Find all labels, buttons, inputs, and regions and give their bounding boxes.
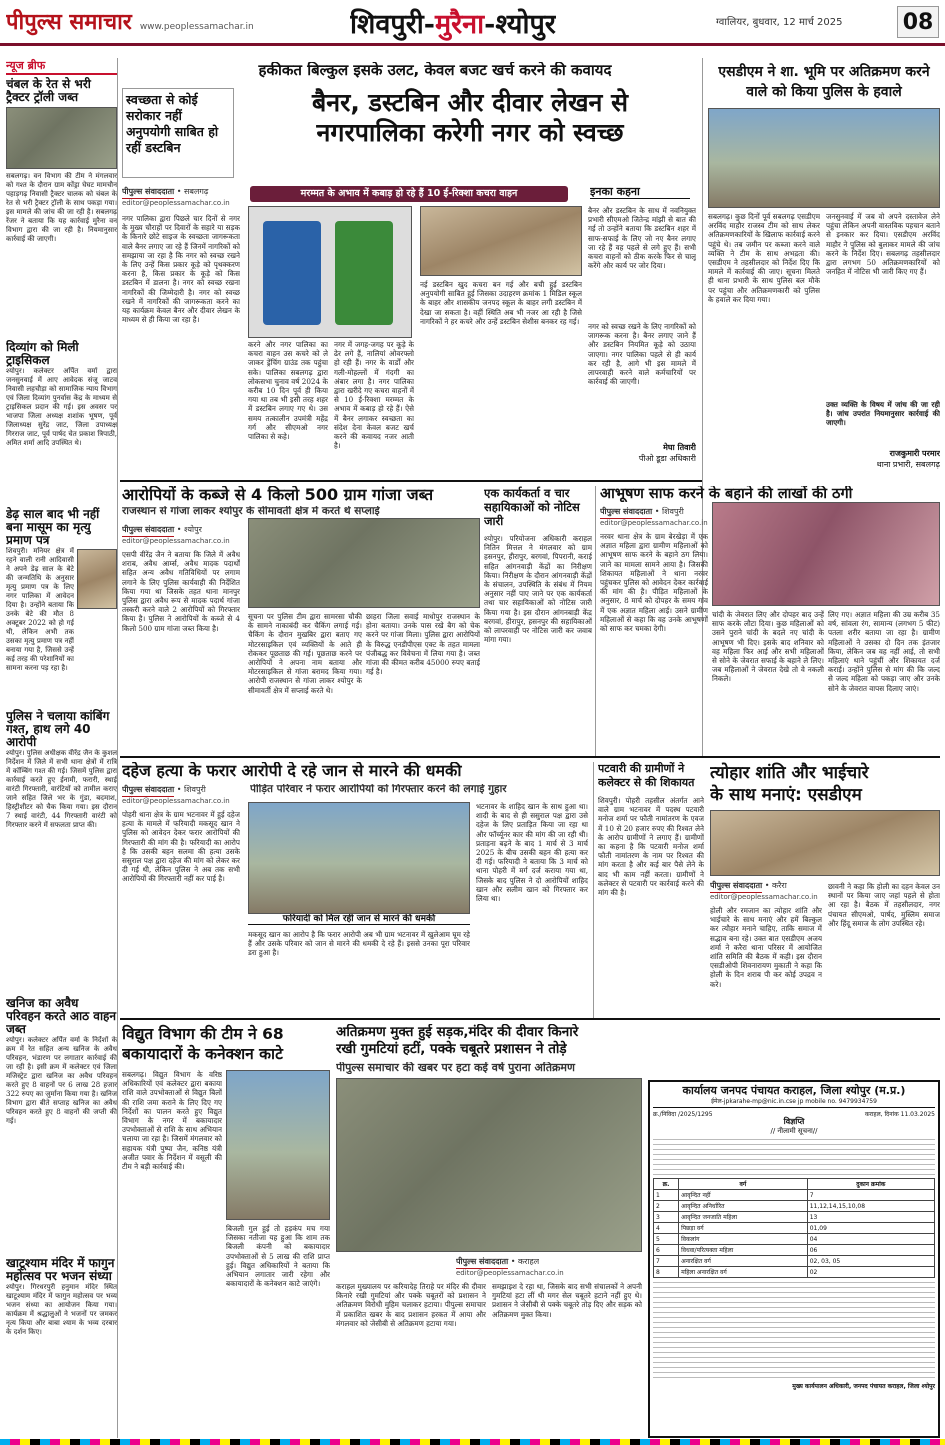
table-cell: आवृन्दित अनिर्धारित <box>679 1201 808 1212</box>
table-cell: 5 <box>654 1234 679 1245</box>
tender-signature: मुख्य कार्यपालन अधिकारी, जनपद पंचायत कराहल, जिला श्योपुर <box>792 1383 935 1391</box>
ganja-subhead: राजस्थान से गांजा लाकर श्योपुर के सीमावर्ती क्षेत्र में करते थे सप्लाई <box>122 506 380 517</box>
ganja-byline: पीपुल्स संवाददाता • श्योपुर <box>122 524 202 537</box>
encroach-text-2: समझाइश दे रहा था, जिसके बाद सभी संचालकों ने अपनी गुमटियां हटा लीं थी मगर सेल चबूतरे हटाने नहीं हुए थे। प्रशासन ने जेसीबी से पक्के चबूतरे तोड़ दिए और सड़क को अतिक्रमण मुक्त किया। <box>492 1282 642 1319</box>
lead-column-4: नई डस्टबिन खुद कचरा बन गई और बची हुई डस्टबिन अनुपयोगी साबित हुई जिसका उदाहरण क्रमांक 1 मिडिल स्कूल के बाहर और शासकीय जनपद स्कूल के बाहर लगी डस्टबिन में देखा जा सकता है। वहीं स्थिति अब भी नजर आ रही है जिसे नागरिकों ने हर कचरे और उन्हें डस्टबिन सेशीस बनकर रह गई। <box>420 280 582 326</box>
table-cell: 02, 03, 05 <box>807 1256 934 1267</box>
divider <box>120 756 940 758</box>
electric-text-2: बिजली गुल हुई तो हड़कंप मच गया जिसका नतीजा यह हुआ कि शाम तक बिजली कंपनी को बकायादार उपभोक्ताओं से 5 लाख की राशि प्राप्त हुई। विद्युत अधिकारियों ने बताया कि अभियान लगातार जारी रहेगा और बकायादारों के कनेक्शन काटे जाएंगे। <box>226 1224 330 1289</box>
lead-column-2: करने और नगर पालिका का कचरा वाहन उस कचरे को ले जाकर ड्रेंचिंग ग्राउंड तक पहुंचा सके। पालिका सबलगढ़ द्वारा लोकसभा चुनाव वर्ष 2024 के करीब 10 दिन पूर्व ही किया गया था तब भी इसी तरह शहर में डस्टबिन लगाए गए थे। उस समय तत्कालीन उपमंत्री महेंद्र गर्ग और सीएमओ नगर पालिका से कहे। <box>248 340 328 442</box>
meeting-photo <box>710 810 940 876</box>
ganja-text: एसपी वीरेंद्र जैन ने बताया कि जिले में अवैध शराब, अवैध आर्म्स, अवैध मादक पदार्थों सहित अन्य अवैध गतिविधियों पर लगाम लगाने के लिए पुलिस कार्यवाही की निर्देशित किया गया था जिसके तहत थाना मानपुर पुलिस द्वारा अवैध रूप से मादक पदार्थ गांजा तस्करी करने वाले 2 आरोपियों को गिरफ्तार किया है। पुलिस ने आरोपियों के कब्जे से 4 किलो 500 ग्राम गांजा जब्त किया है। <box>122 550 240 633</box>
ganja-text-2: सूचना पर पुलिस टीम द्वारा सामरसा चौकी के सामने नाकाबंदी कर चैकिंग लगाई गई। चैकिंग के दौरान मुखबिर द्वारा बताए गए मोटरसाइकिल एवं व्यक्तियों के आते ही रोककर पूछताछ की गई। पूछताछ करने पर आरोपियों ने अपना नाम बताया और मोटरसाइकिल से गांजा बरामद किया गया। आरोपी राजस्थान से गांजा लाकर श्योपुर के सीमावर्ती क्षेत्र में सप्लाई करते थे। <box>248 612 362 695</box>
brief-headline: खाटूश्याम मंदिर में फागुन महोत्सव पर भजन संध्या <box>6 1256 115 1283</box>
patwari-text: शिवपुरी। पोहरी तहसील अंतर्गत आने वाले ग्राम भटनावर में पदस्थ पटवारी मनोज शर्मा पर फौती नामांतरण के एवज में 10 से 20 हजार रुपए की रिश्वत लेने के आरोप ग्रामीणों ने लगाए हैं। ग्रामीणों का कहना है कि पटवारी मनोज शर्मा फौती नामांतरण के नाम पर रिश्वत की मांग करता है और कई बार पैसे लेने के बाद भी काम नहीं करता। ग्रामीणों ने कलेक्टर से पटवारी पर कार्रवाई करने की मांग की है। <box>598 796 704 898</box>
electric-headline: विद्युत विभाग की टीम ने 68 बकायादारों के कनेक्शन काटे <box>122 1025 284 1063</box>
green-dustbin-icon <box>335 221 393 325</box>
brief-text: श्योपुर। पुलिस अधीक्षक वीरेंद्र जैन के कुशल निर्देशन में जिले में सभी थाना क्षेत्रों में रात्रि में कॉम्बिंग गश्त की गई। जिसमें पुलिस द्वारा कार्रवाई करते हुए ईनामी, फरारी, स्थाई वारंटी गिरफ्तारी, वारंटियों को तामील कराए जाने सहित जिले भर के गुंडा, बदमाश, हिस्ट्रीशीटर को चैक किया गया। इस दौरान 7 स्थाई वारंटी, 44 गिरफ्तारी वारंटी को गिरफ्तार करने में सफलता प्राप्त की। <box>6 749 117 829</box>
table-cell: 2 <box>654 1201 679 1212</box>
encroach-headline: अतिक्रमण मुक्त हुई सड़क,मंदिर की दीवार किनारे रखी गुमटियां हटीं, पक्के चबूतरे प्रशासन ने तोड़े <box>336 1024 579 1057</box>
table-cell: विधवा/परित्यक्ता महिला <box>679 1245 808 1256</box>
side-quote-box <box>122 88 234 178</box>
brief-text: शिवपुरी। मनियर क्षेत्र में रहने वाली रानी आदिवासी ने अपने डेढ़ साल के बेटे की जन्मतिथि के अनुसार मृत्यु प्रमाण पत्र के लिए नगर पालिका में आवेदन दिया है। उन्होंने बताया कि उनके बेटे की मौत 8 अक्टूबर 2022 को हो गई थी, लेकिन अभी तक उसका मृत्यु प्रमाण पत्र नहीं बनाया गया है, जिससे उन्हें कई तरह की परेशानियों का सामना करना पड़ रहा है। <box>6 547 74 672</box>
column-rule <box>595 486 596 756</box>
tender-contact: ईमेल-jpkarahe-mp@nic.in.cse jp mobile no. 9479934759 <box>653 1097 935 1108</box>
brief-text: श्योपुर। कलेक्टर अर्पित वर्मा द्वारा जनसुनवाई में आए आवेदक संजू जाटव निवासी लहचौड़ा को सामाजिक न्याय विभाग एवं जिला दिव्यांग पुनर्वास केंद्र के माध्यम से ट्राइसिकल प्रदान की गई। इस अवसर पर भाजपा जिला अध्यक्ष शशांक भूषण, पूर्व जिलाध्यक्ष सुरेंद्र जाट, जिला उपाध्यक्ष गिरराज जाट, पूर्व पार्षद चेत प्रकाश त्रिपाठी, अमित शर्मा आदि उपस्थित थे। <box>6 367 117 447</box>
newspaper-logo: पीपुल्स समाचार www.peoplessamachar.in <box>6 10 254 35</box>
column-rule <box>593 762 594 1018</box>
table-cell: 7 <box>654 1256 679 1267</box>
page-number: 08 <box>897 6 939 38</box>
brief-headline: खनिज का अवैध परिवहन करते आठ वाहन जब्त <box>6 996 117 1036</box>
table-cell: 6 <box>654 1245 679 1256</box>
lead-column-3: नगर में जगह-जगह पर कूड़े के ढेर लगे हैं, नालियां ओवरफ्लो हो रही हैं। नगर के वार्डों और गली-मोहल्लों में गंदगी का अंबार लगा है। नगर पालिका द्वारा खरीदे गए कचरा वाहनों में से 10 ई-रिक्शा मरम्मत के अभाव में कबाड़ हो रहे हैं। ऐसे में बैनर लगाकर स्वच्छता का संदेश देना केवल बजट खर्च करने की कवायद नजर आती है। <box>334 340 414 451</box>
divider <box>120 1018 940 1020</box>
side-quote: स्वच्छता से कोई सरोकार नहीं अनुपयोगी साबित हो रहीं डस्टबिन <box>126 92 219 155</box>
tender-title: विज्ञप्ति <box>783 1117 805 1127</box>
lead-subhead-bar: मरम्मत के अभाव में कबाड़ हो रहे हैं 10 ई-रिक्शा कचरा वाहन <box>250 186 568 202</box>
encroach-email: editor@peoplessamachar.co.in <box>456 1269 564 1277</box>
opinion-text: बैनर और डस्टबिन के साथ में नवनियुक्त प्रभारी सीएमओ जितेन्द्र मांझी से बात की गई तो उन्होंने बताया कि डस्टबिन शहर में साफ-सफाई के लिए जो नए बैनर लगाए जा रहे हैं वह पहले से लगे हुए हैं। सभी कचरा वाहनों को ठीक करके फिर से चालू करेंगे और कार्य पर जोर दिया। <box>588 206 696 271</box>
table-cell: 8 <box>654 1267 679 1278</box>
print-color-bar <box>0 1439 945 1445</box>
table-row <box>654 1245 935 1256</box>
jewel-text: नरवर थाना क्षेत्र के ग्राम बेरखेड़ा में एक अज्ञात महिला द्वारा ग्रामीण महिलाओं को आभूषण साफ करने के बहाने ठग लिया। जाने का मामला सामने आया है। जिसकी शिकायत महिलाओं ने थाना नरवर पहुंचकर पुलिस को आवेदन देकर कार्रवाई की मांग की है। पीड़ित महिलाओं के अनुसार, 8 मार्च को दोपहर के समय गांव में एक अज्ञात महिला आई। उसने ग्रामीण महिलाओं से कहा कि वह उनके आभूषणों को साफ कर चमका देगी। <box>600 532 708 634</box>
news-brief-label: न्यूज ब्रीफ <box>6 58 117 75</box>
tender-notice <box>648 1080 940 1438</box>
table-cell: 06 <box>807 1245 934 1256</box>
encroach-subhead: पीपुल्स समाचार की खबर पर हटा कई वर्ष पुराना अतिक्रमण <box>336 1062 575 1074</box>
tender-paragraph <box>653 1139 935 1175</box>
opinion-name: मेघा तिवारी पीओ डूडा अधिकारी <box>638 443 696 463</box>
brief-headline: डेढ़ साल बाद भी नहीं बना मासूम का मृत्यु प्रमाण पत्र <box>6 507 100 547</box>
sdm-text: सबलगढ़। कुछ दिनों पूर्व सबलगढ़ एसडीएम अरविंद माहौर राजस्व टीम को साथ लेकर अतिक्रमणकारियों के खिलाफ कार्रवाई करने पहुंचे थे। तब जमीन पर कब्जा करने वाले व्यक्ति ने टीम के साथ अभद्रता की। एसडीएम ने तहसीलदार को निर्देश दिए कि मामले में कार्रवाई की जाए। सूचना मिलते ही थाना प्रभारी के साथ पुलिस बल मौके पर पहुंचा और अतिक्रमणकारी को पुलिस के हवाले कर दिया गया। <box>708 212 820 304</box>
dowry-text: पोहरी थाना क्षेत्र के ग्राम भटनावर में हुई दहेज हत्या के मामले में फरियादी मकसूद खान ने पुलिस को आवेदन देकर फरार आरोपियों की गिरफ्तारी की मांग की है। फरियादी का आरोप है कि उसकी बहन सलमा की हत्या उसके ससुराल पक्ष द्वारा दहेज की मांग को लेकर कर दी गई थी, लेकिन पुलिस ने अब तक सभी आरोपियों की गिरफ्तारी नहीं कर पाई है। <box>122 810 240 884</box>
table-row <box>654 1223 935 1234</box>
table-row <box>654 1267 935 1278</box>
dustbin-photo <box>248 206 412 338</box>
table-cell: 01,09 <box>807 1223 934 1234</box>
e-rickshaw-photo <box>420 206 582 276</box>
brief-text: श्योपुर। गिरधरपुरी हनुमान मंदिर स्थित खाटूश्याम मंदिर में फागुन महोत्सव पर भव्य भजन संध्या का आयोजन किया गया। कार्यक्रम में श्रद्धालुओं ने भजनों पर जमकर नृत्य किया और बाबा श्याम के भव्य दरबार के दर्शन किए। <box>6 1283 117 1336</box>
table-cell: 13 <box>807 1212 934 1223</box>
table-cell: 1 <box>654 1190 679 1201</box>
lead-headline-line1: बैनर, डस्टबिन और दीवार लेखन से <box>311 88 629 117</box>
table-cell: विकलांग <box>679 1234 808 1245</box>
brief-text: सबलगढ़। वन विभाग की टीम ने मंगलवार को गश्त के दौरान ग्राम कोंड्रा घेघट मामचौन पहाड़गढ़ निवासी ट्रैक्टर चालक को चंबल के रेत से भरी ट्रैक्टर ट्रॉली के साथ पकड़ा गया। इस मामले की जांच की जा रही है। सबलगढ़ रेंजर ने बताया कि यह कार्रवाई मुरैना वन विभाग द्वारा की जा रही है। नियमानुसार कार्रवाई की जाएगी। <box>6 172 117 243</box>
lead-kicker: हकीकत बिल्कुल इसके उलट, केवल बजट खर्च करने की कवायद <box>258 62 612 79</box>
ganja-police-photo <box>248 518 480 608</box>
table-cell: 11,12,14,15,10,08 <box>807 1201 934 1212</box>
brief-headline: दिव्यांग को मिली ट्राइसिकल <box>6 340 79 367</box>
jewel-headline: आभूषण साफ करने के बहाने की लाखों की ठगी <box>600 486 853 502</box>
table-row <box>654 1212 935 1223</box>
table-cell: आवृन्दित नहीं <box>679 1190 808 1201</box>
lead-email: editor@peoplessamachar.co.in <box>122 199 230 207</box>
lead-byline: पीपुल्स संवाददाता • सबलगढ़ <box>122 186 240 199</box>
festival-text-2: छावनी ने कहा कि होली का दहन केवल उन स्थानों पर किया जाए जहां पहले से होता आ रहा है। बैठक में तहसीलदार, नगर पंचायत सीएमओ, पार्षद, मुस्लिम समाज और हिंदू समाज के लोग उपस्थित रहे। <box>828 882 940 928</box>
table-row <box>654 1256 935 1267</box>
tender-table: क्र. वर्ग दुकान क्रमांक 1 आवृन्दित नहीं 7 2 आवृन्दित अनिर्धारित 11,12,14,15,10,08 3 आवृन्दित जनजाति महिला 13 4 पिछड़ा वर्ग 01,09 5 विकलांग 04 6 विधवा/परित्यक्ता महिला 06 7 अनारक्षित वर्ग 02, 03, 05 8 महिला अनारक्षित वर्ग 02 <box>653 1178 935 1278</box>
blue-dustbin-icon <box>263 221 321 325</box>
child-photo <box>77 549 117 609</box>
ganja-headline: आरोपियों के कब्जे से 4 किलो 500 ग्राम गांजा जब्त <box>122 486 434 504</box>
dowry-email: editor@peoplessamachar.co.in <box>122 797 230 805</box>
table-cell: महिला अनारक्षित वर्ग <box>679 1267 808 1278</box>
news-brief-column <box>6 58 118 1438</box>
table-cell: अनारक्षित वर्ग <box>679 1256 808 1267</box>
women-photo <box>712 502 940 606</box>
brief-text: श्योपुर। कलेक्टर अर्पित वर्मा के निर्देशों के क्रम में रेत सहित अन्य खनिज के अवैध परिवहन, भंडारण पर लगातार कार्रवाई की जा रही है। इसी क्रम में कलेक्टर एवं जिला मजिस्ट्रेट द्वारा खनिज का अवैध परिवहन करते हुए 8 वाहनों पर 6 लाख 28 हजार 322 रुपए का जुर्माना किया गया है। खनिज विभाग द्वारा बीते सप्ताह खनिज का अवैध परिवहन करते हुए 8 वाहनों की जप्ती की गई। <box>6 1036 117 1125</box>
page-title: शिवपुरी-मुरैना-श्योपुर <box>350 9 556 40</box>
jewel-byline: पीपुल्स संवाददाता • शिवपुरी <box>600 506 684 519</box>
tender-ref-row: क्र./निविदा /2025/1295 कराहल, दिनांक 11.03.2025 <box>653 1111 935 1119</box>
festival-headline: त्योहार शांति और भाईचारे के साथ मनाएं: एसडीएम <box>710 763 869 805</box>
dowry-byline: पीपुल्स संवाददाता • शिवपुरी <box>122 784 206 797</box>
dowry-text-2: भटनावर के शाहिद खान के साथ हुआ था। शादी के बाद से ही ससुराल पक्ष द्वारा उसे दहेज के लिए प्रताड़ित किया जा रहा था और फॉर्च्यूनर कार की मांग की जा रही थी। प्रताड़ना बढ़ने के बाद 1 मार्च से 3 मार्च 2025 के बीच उसकी बहन की हत्या कर दी गई। फरियादी ने बताया कि 3 मार्च को थाना पोहरी में मर्ग दर्ज कराया गया था, जिसके बाद पुलिस ने दो आरोपियों शाहिद खान और सलीम खान को गिरफ्तार कर लिया था। <box>476 802 588 904</box>
jewel-text-3: लिए गए। अज्ञात महिला की उम्र करीब 35 वर्ष, सांवला रंग, सामान्य (लगभग 5 फीट) पतला शरीर बताया जा रहा है। ग्रामीण महिलाओं ने उसका दो दिन तक इंतजार किया, लेकिन जब वह नहीं आई, तो सभी महिलाएं थाने पहुंचीं और शिकायत दर्ज कराई। उन्होंने पुलिस से मांग की कि जल्द से जल्द महिला को पकड़ा जाए और उनके सोने के जेवरात वापस दिलाए जाएं। <box>828 610 940 693</box>
patwari-headline: पटवारी की ग्रामीणों ने कलेक्टर से की शिकायत <box>598 762 695 789</box>
notice-text: श्योपुर। परियोजना अधिकारी कराहल नितिन मित्तल ने मंगलवार को ग्राम हसनपुर, हीरापुर, बरगवां, पिपरानी, कराई सहित आंगनवाड़ी केंद्रों का निरीक्षण किया। निरीक्षण के दौरान आंगनवाड़ी केंद्रों के संचालन, उपस्थिति के संबंध में नियम अनुसार नहीं पाए जाने पर एक कार्यकर्ता तथा चार सहायिकाओं को नोटिस जारी किया गया है। इस दौरान आंगनबाड़ी केंद्र बरगवां, हीरापुर, हसनपुर की सहायिकाओं को लापरवाही पर नोटिस जारी कर जवाब मांगा गया। <box>484 534 592 645</box>
notice-headline: एक कार्यकर्ता व चार सहायिकाओं को नोटिस जारी <box>484 486 580 528</box>
opinion-text-2: नगर को स्वच्छ रखने के लिए नागरिकों को जागरूक करना है। बैनर लगाए जाने हैं और डस्टबिन नियमित कूड़े को उठाया जाएगा। नगर पालिका पहले से ही कार्य कर रही है, आगे भी इस मामले में लापरवाही करने वाले कर्मचारियों पर कार्रवाई की जाएगी। <box>588 322 696 387</box>
jewel-text-2: चांदी के जेवरात लिए और दोपहर बाद उन्हें साफ करके लौटा दिया। कुछ महिलाओं को उसने पुराने चांदी के बदले नए चांदी के आभूषण भी दिए। इसके बाद शनिवार को वह महिला फिर आई और सभी महिलाओं से सोने के जेवरात सफाई के बहाने ले लिए। जब महिलाओं ने जेवरात देखे तो वे नकली निकले। <box>712 610 824 684</box>
festival-text: होली और रमजान का त्योहार शांति और भाईचारे के साथ मनाएं और हमें बिल्कुल कर त्यौहार मनाने चाहिए, ताकि समाज में सद्भाव बना रहे। उक्त बात एसडीएम अजय शर्मा ने करैरा थाना परिसर में आयोजित शांति समिति की बैठक में कही। इस दौरान एसडीओपी शिवनारायण मुकाती ने कहा कि होली के दिन शराब पी कर कोई उपद्रव न करे। <box>710 906 822 989</box>
table-cell: 7 <box>807 1190 934 1201</box>
table-cell: 4 <box>654 1223 679 1234</box>
sdm-headline: एसडीएम ने शा. भूमि पर अतिक्रमण करने वाले को किया पुलिस के हवाले <box>718 64 930 100</box>
opinion-heading: इनका कहना <box>590 186 690 199</box>
dateline: ग्वालियर, बुधवार, 12 मार्च 2025 <box>716 17 843 28</box>
sdm-quote-name: राजकुमारी परमार थाना प्रभारी, सबलगढ़ <box>876 449 940 469</box>
sdm-photo <box>708 108 940 208</box>
ganja-email: editor@peoplessamachar.co.in <box>122 537 230 545</box>
tractor-photo <box>6 107 117 169</box>
brief-headline: पुलिस ने चलाया कांबिंग गश्त, हाथ लगे 40 आरोपी <box>6 709 110 749</box>
table-cell: 02 <box>807 1267 934 1278</box>
lead-column-1: नगर पालिका द्वारा पिछले चार दिनों से नगर के मुख्य चौराहों पर दिवारों के सहारे या सड़क के किनारे छोटे साइज के स्वच्छता जागरूकता वाले बैनर लगाए जा रहे हैं जिनमें नागरिकों को समझाया जा रहा है कि नगर को स्वच्छ रखने के लिए उन्हें किस प्रकार कूड़े को पृथक्करण करना है, किस प्रकार के कूड़े को किस डस्टबिन में डालना है। नगर को स्वच्छ रखना नागरिकों की जिम्मेदारी है। नगर को स्वच्छ रखने में नागरिकों की जागरूकता करने का यह कार्यक्रम केवल बैनर और दीवार लेखन के माध्यम से ही किया जा रहा है। <box>122 214 240 325</box>
encroach-text: कराहल मुख्यालय पर करियादेह तिराहे पर मंदिर की दीवार किनारे रखी गुमटियां और पक्के चबूतरों को प्रशासन ने अतिक्रमण विरोधी मुहिम चलाकर हटाया। पीपुल्स समाचार में प्रकाशित खबर के बाद प्रशासन हरकत में आया और मंगलवार को जेसीबी से अतिक्रमण हटाया गया। <box>336 1282 486 1328</box>
tender-subtitle: // नीलामी सूचना// <box>770 1127 818 1136</box>
lead-headline-line2: नगरपालिका करेगी नगर को स्वच्छ <box>316 118 624 147</box>
table-cell: 04 <box>807 1234 934 1245</box>
brief-headline: चंबल के रेत से भरी ट्रैक्टर ट्रॉली जब्त <box>6 77 91 104</box>
photo-caption: फरियादी को मिल रही जान से मारने की धमकी <box>248 914 470 925</box>
lead-headline <box>246 88 694 148</box>
dowry-text-3: मकसूद खान का आरोप है कि फरार आरोपी अब भी ग्राम भटनावर में खुलेआम घूम रहे हैं और उसके परिवार को जान से मारने की धमकी दे रहे हैं। इससे उनका पूरा परिवार डरा हुआ है। <box>248 930 470 958</box>
table-cell: पिछड़ा वर्ग <box>679 1223 808 1234</box>
jcb-photo <box>336 1078 642 1252</box>
family-photo <box>248 802 470 914</box>
dowry-subhead: पीड़ित परिवार ने फरार आरोपियों को गिरफ्तार करने की लगाई गुहार <box>250 784 507 795</box>
sdm-quote: उक्त व्यक्ति के विषय में जांच की जा रही है। जांच उपरांत नियमानुसार कार्रवाई की जाएगी। <box>826 400 940 428</box>
festival-email: editor@peoplessamachar.co.in <box>710 893 818 901</box>
table-row <box>654 1201 935 1212</box>
divider <box>120 480 702 482</box>
electric-pole-photo <box>226 1070 330 1220</box>
encroach-byline: पीपुल्स संवाददाता • कराहल <box>456 1256 539 1269</box>
electric-text: सबलगढ़। विद्युत विभाग के वरिष्ठ अधिकारियों एवं कलेक्टर द्वारा बकाया राशि वाले उपभोक्ताओं से विद्युत बिलों की राशि जमा कराने के लिए दिए गए निर्देशों का पालन करते हुए विद्युत विभाग के नगर में बकायादार उपभोक्ताओं से राशि के साथ अभियान चलाया जा रहा है। जिसमें मंगलवार को सहायक यंत्री पुष्पा जैन, कनिष्ठ यंत्री अजीत पवार के निर्देशन में वसूली की टीम ने बड़ी कार्रवाई की। <box>122 1070 222 1172</box>
tender-conditions <box>653 1282 935 1382</box>
ganja-text-3: छाहरा जिला सवाई माधोपुर राजस्थान के होना बताया। उनके पास रखे बैग को चेक करने पर गांजा मिला। पुलिस द्वारा आरोपियों के विरुद्ध एनडीपीएस एक्ट के तहत मामला पंजीबद्ध कर विवेचना में लिया गया है। जब्त गांजा की कीमत करीब 45000 रुपए बताई गई है। <box>366 612 480 677</box>
festival-byline: पीपुल्स संवाददाता • करैरा <box>710 880 787 893</box>
table-row <box>654 1234 935 1245</box>
table-cell: 3 <box>654 1212 679 1223</box>
jewel-email: editor@peoplessamachar.co.in <box>600 519 708 527</box>
dowry-headline: दहेज हत्या के फरार आरोपी दे रहे जान से मारने की धमकी <box>122 762 462 780</box>
tender-office: कार्यालय जनपद पंचायत कराहल, जिला श्योपुर (म.प्र.) <box>682 1084 906 1097</box>
table-row <box>654 1190 935 1201</box>
table-cell: आवृन्दित जनजाति महिला <box>679 1212 808 1223</box>
sdm-text-2: जनसुनवाई में जब वो अपने दस्तावेज लेने पहुंचा लेकिन अपनी वास्तविक पहचान बताने से इनकार कर दिया। एसडीएम अरविंद माहौर ने पुलिस को बुलाकर मामले की जांच करने के निर्देश दिए। सबलगढ़ तहसीलदार द्वारा लगभग 50 अतिक्रमणकारियों को जनहित में नोटिस भी जारी किए गए हैं। <box>826 212 940 277</box>
